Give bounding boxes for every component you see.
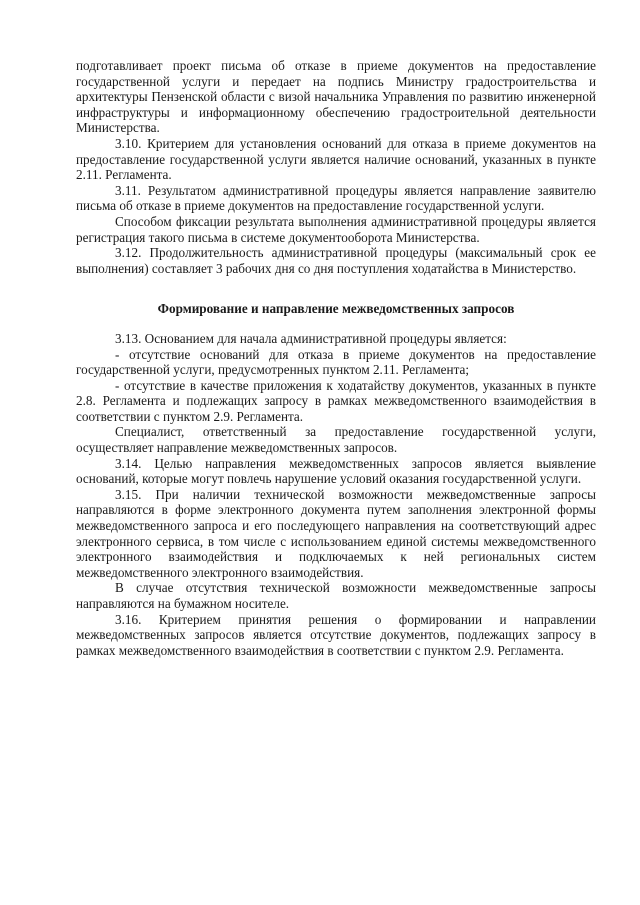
paragraph-specialist: Специалист, ответственный за предоставление государственной услуги, осуществляет направление межведомственных запросов. [76, 424, 596, 456]
paragraph-3-16: 3.16. Критерием принятия решения о формировании и направлении межведомственных запросов является отсутствие документов, подлежащих запросу в рамках межведомственного взаимодействия в соответствии с пунктом 2.9. Регламента. [76, 611, 596, 658]
paragraph-continuation: подготавливает проект письма об отказе в приеме документов на предоставление государственной услуги и передает на подпись Министру градостроительства и архитектуры Пензенской области с визой начальника Управления по развитию инженерной инфраструктуры и информационному обеспечению градостроительной деятельности Министерства. [76, 58, 596, 136]
paragraph-3-11: 3.11. Результатом административной процедуры является направление заявителю письма об отказе в приеме документов на предоставление государственной услуги. [76, 182, 596, 214]
paragraph-3-14: 3.14. Целью направления межведомственных запросов является выявление оснований, которые могут повлечь нарушение условий оказания государственной услуги. [76, 455, 596, 487]
paragraph-bullet-1: - отсутствие оснований для отказа в приеме документов на предоставление государственной услуги, предусмотренных пунктом 2.11. Регламента; [76, 346, 596, 378]
paragraph-3-12: 3.12. Продолжительность административной процедуры (максимальный срок ее выполнения) составляет 3 рабочих дня со дня поступления ходатайства в Министерство. [76, 245, 596, 276]
paragraph-bullet-2: - отсутствие в качестве приложения к ходатайству документов, указанных в пункте 2.8. Регламента и подлежащих запросу в рамках межведомственного взаимодействия в соответствии с пунктом 2.9. Регламента. [76, 377, 596, 424]
paragraph-paper-carrier: В случае отсутствия технической возможности межведомственные запросы направляются на бумажном носителе. [76, 580, 596, 611]
paragraph-fixation-method: Способом фиксации результата выполнения административной процедуры является регистрация такого письма в системе документооборота Министерства. [76, 213, 596, 245]
paragraph-3-13: 3.13. Основанием для начала административной процедуры является: [115, 330, 507, 346]
section-heading: Формирование и направление межведомственных запросов [157, 301, 515, 317]
document-page [76, 58, 596, 658]
paragraph-3-10: 3.10. Критерием для установления оснований для отказа в приеме документов на предоставление государственной услуги является наличие оснований, указанных в пункте 2.11. Регламента. [76, 135, 596, 183]
paragraph-3-15: 3.15. При наличии технической возможности межведомственные запросы направляются в форме электронного документа путем заполнения электронной формы межведомственного запроса и его последующего направления на соответствующий адрес электронного сервиса, в том числе с использованием единой системы межведомственного электронного взаимодействия и подключаемых к ней региональных систем межведомственного электронного взаимодействия. [76, 486, 596, 580]
